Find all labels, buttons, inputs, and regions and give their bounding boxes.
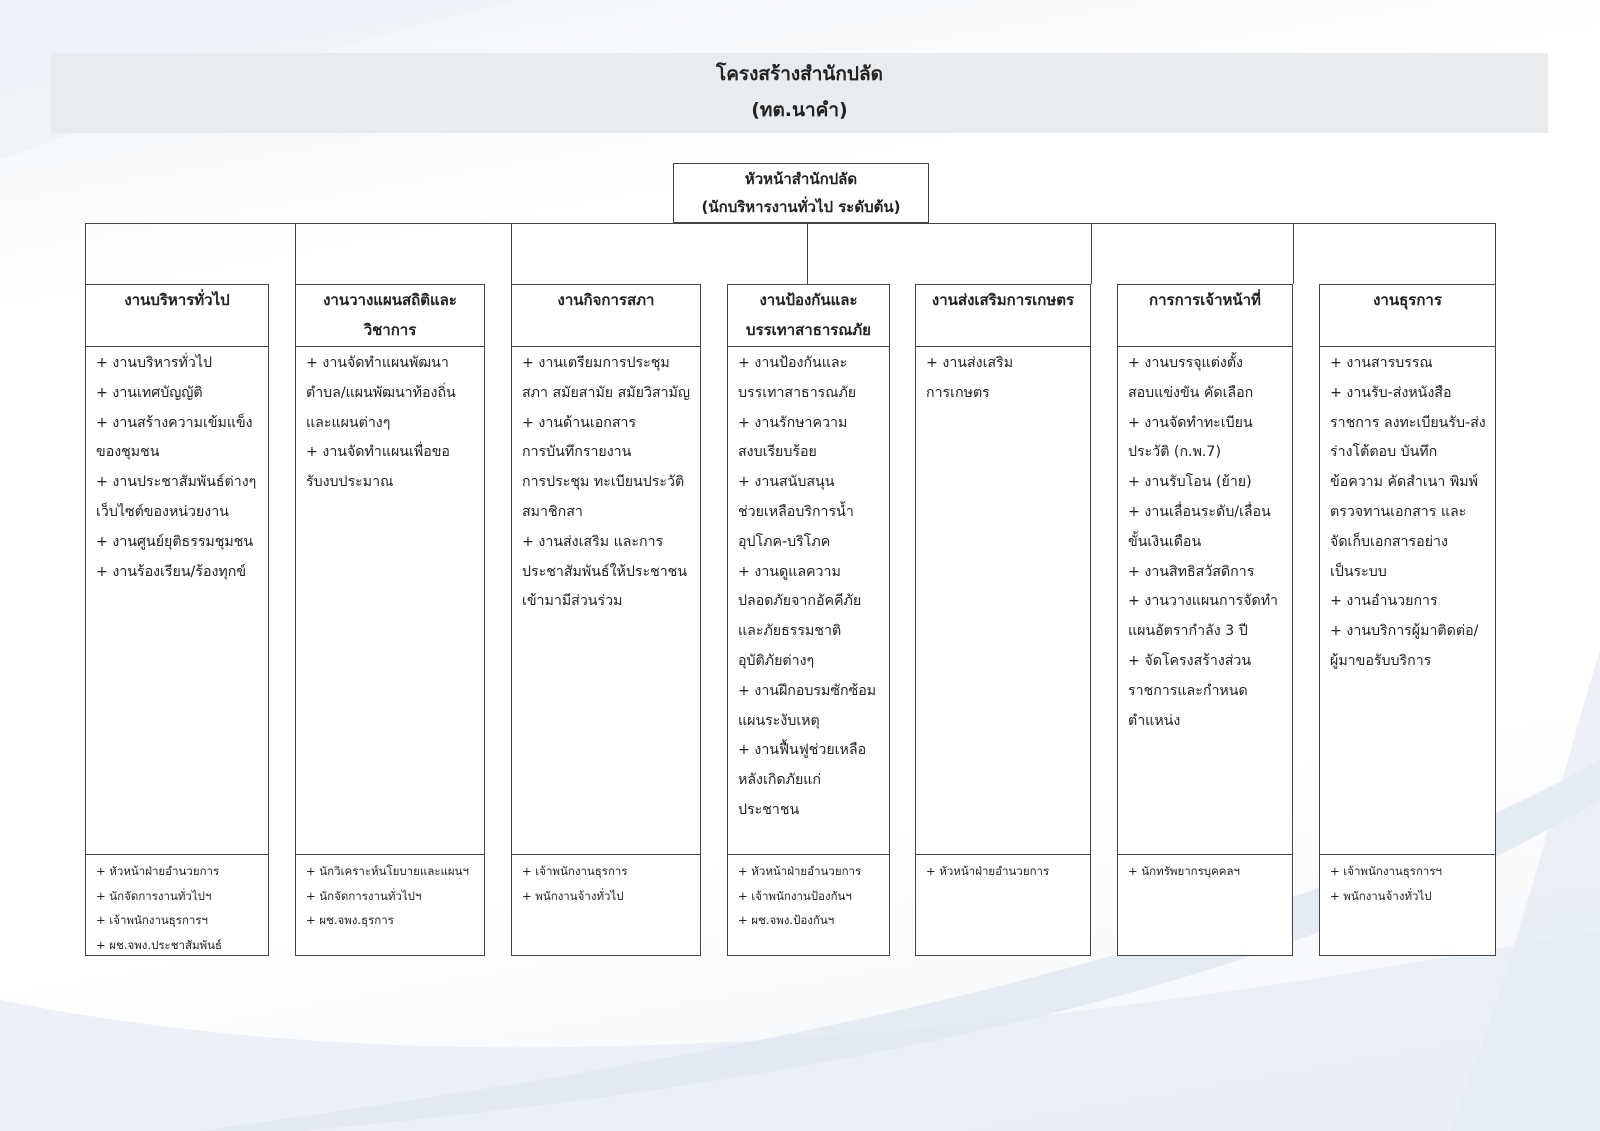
staff-item: + เจ้าพนักงานธุรการฯ bbox=[1330, 864, 1443, 878]
connector-divider-1 bbox=[295, 223, 296, 284]
task-item: + งานเตรียมการประชุม bbox=[522, 355, 670, 371]
staff-list bbox=[86, 854, 268, 955]
division-header bbox=[86, 285, 268, 347]
staff-item: + ผช.จพง.ธุรการ bbox=[306, 913, 394, 928]
task-item: + งานบรรจุแต่งตั้ง bbox=[1128, 355, 1243, 371]
division-agriculture bbox=[915, 284, 1091, 956]
title-band bbox=[51, 53, 1548, 133]
task-item: อุบัติภัยต่างๆ bbox=[738, 652, 815, 669]
division-title: งานกิจการสภา bbox=[557, 291, 655, 309]
task-item: + งานเลื่อนระดับ/เลื่อน bbox=[1128, 503, 1271, 520]
task-item: สงบเรียบร้อย bbox=[738, 444, 817, 461]
task-item: ประชาชน bbox=[738, 801, 800, 818]
connector-divider-3 bbox=[1091, 223, 1092, 284]
task-item: สภา สมัยสามัย สมัยวิสามัญ bbox=[522, 384, 690, 401]
staff-list bbox=[512, 854, 700, 955]
task-item: หลังเกิดภัยแก่ bbox=[738, 772, 822, 789]
task-item: + งานรับ-ส่งหนังสือ bbox=[1330, 384, 1452, 401]
task-item: และแผนต่างๆ bbox=[306, 414, 391, 431]
division-header bbox=[916, 285, 1090, 347]
division-title: งานส่งเสริมการเกษตร bbox=[931, 291, 1075, 309]
task-item: + งานบริหารทั่วไป bbox=[96, 355, 213, 371]
connector-center bbox=[807, 223, 808, 284]
task-item: + งานรับโอน (ย้าย) bbox=[1128, 474, 1252, 491]
task-item: ผู้มาขอรับบริการ bbox=[1330, 652, 1432, 669]
task-item: + งานศูนย์ยุติธรรมชุมชน bbox=[96, 533, 254, 550]
task-item: และภัยธรรมชาติ bbox=[738, 623, 842, 640]
task-item: + งานประชาสัมพันธ์ต่างๆ bbox=[96, 474, 257, 491]
division-title: งานธุรการ bbox=[1373, 291, 1442, 309]
staff-list bbox=[916, 854, 1090, 955]
head-of-office-box bbox=[673, 163, 929, 223]
staff-item: + นักจัดการงานทั่วไปฯ bbox=[306, 888, 422, 903]
staff-list bbox=[1118, 854, 1292, 955]
task-item: + งานสารบรรณ bbox=[1330, 355, 1433, 371]
task-list bbox=[1128, 349, 1286, 736]
division-planning-stats bbox=[295, 284, 485, 956]
task-item: + งานส่งเสริม bbox=[926, 355, 1014, 371]
task-item: ราชการ ลงทะเบียนรับ-ส่ง bbox=[1330, 414, 1486, 431]
division-disaster-prevention bbox=[727, 284, 890, 956]
staff-list bbox=[1320, 854, 1495, 955]
connector-divider-2 bbox=[511, 223, 512, 284]
staff-item: + นักทรัพยากรบุคคลฯ bbox=[1128, 864, 1240, 878]
division-title: บรรเทาสาธารณภัย bbox=[746, 321, 871, 339]
division-header bbox=[728, 285, 889, 347]
task-item: + งานจัดทำแผนพัฒนา bbox=[306, 355, 449, 371]
division-title: การการเจ้าหน้าที่ bbox=[1149, 291, 1261, 309]
task-item: การบันทึกรายงาน bbox=[522, 444, 632, 461]
task-item: + งานสนับสนุน bbox=[738, 474, 835, 491]
task-item: บรรเทาสาธารณภัย bbox=[738, 384, 857, 401]
division-administration bbox=[1319, 284, 1496, 956]
task-item: จัดเก็บเอกสารอย่าง bbox=[1330, 533, 1448, 550]
division-personnel bbox=[1117, 284, 1293, 956]
task-item: ราชการและกำหนด bbox=[1128, 682, 1248, 699]
task-item: + งานอำนวยการ bbox=[1330, 593, 1438, 610]
staff-item: + นักวิเคราะห์นโยบายและแผนฯ bbox=[306, 864, 469, 878]
task-item: + งานดูแลความ bbox=[738, 563, 841, 580]
staff-item: + ผช.จพง.ป้องกันฯ bbox=[738, 913, 835, 928]
staff-item: + หัวหน้าฝ่ายอำนวยการ bbox=[738, 864, 862, 878]
staff-item: + เจ้าพนักงานธุรการ bbox=[522, 864, 628, 878]
task-item: อุปโภค-บริโภค bbox=[738, 533, 831, 550]
division-title: งานป้องกันและ bbox=[759, 291, 858, 309]
division-title: งานบริหารทั่วไป bbox=[124, 291, 230, 309]
task-list bbox=[926, 349, 1084, 409]
head-title: หัวหน้าสำนักปลัด bbox=[744, 170, 858, 188]
division-header bbox=[1118, 285, 1292, 347]
division-general-admin bbox=[85, 284, 269, 956]
task-item: + งานร้องเรียน/ร้องทุกข์ bbox=[96, 563, 247, 580]
task-item: ขั้นเงินเดือน bbox=[1128, 533, 1202, 550]
task-list bbox=[1330, 349, 1489, 677]
task-list bbox=[306, 349, 478, 498]
staff-item: + พนักงานจ้างทั่วไป bbox=[522, 888, 624, 903]
task-item: แผนอัตรากำลัง 3 ปี bbox=[1128, 623, 1248, 640]
task-list bbox=[96, 349, 262, 587]
task-item: + งานเทศบัญญัติ bbox=[96, 384, 203, 401]
staff-list bbox=[728, 854, 889, 955]
task-item: + งานจัดทำแผนเพื่อขอ bbox=[306, 444, 450, 461]
task-item: + งานสิทธิสวัสดิการ bbox=[1128, 563, 1255, 580]
staff-item: + หัวหน้าฝ่ายอำนวยการ bbox=[926, 864, 1050, 878]
task-item: + งานวางแผนการจัดทำ bbox=[1128, 593, 1279, 610]
task-item: แผนระงับเหตุ bbox=[738, 712, 820, 729]
connector-left-edge bbox=[85, 223, 86, 284]
task-item: + งานฟื้นฟูช่วยเหลือ bbox=[738, 742, 867, 759]
page-subtitle: (ทต.นาคำ) bbox=[751, 99, 848, 121]
task-item: สอบแข่งขัน คัดเลือก bbox=[1128, 384, 1254, 401]
connector-divider-4 bbox=[1293, 223, 1294, 284]
task-item: การประชุม ทะเบียนประวัติ bbox=[522, 474, 685, 491]
task-item: เว็บไซต์ของหน่วยงาน bbox=[96, 503, 229, 520]
division-title: งานวางแผนสถิติและ bbox=[323, 291, 457, 309]
staff-item: + เจ้าพนักงานป้องกันฯ bbox=[738, 888, 852, 903]
task-item: + งานจัดทำทะเบียน bbox=[1128, 414, 1253, 431]
connector-right-edge bbox=[1495, 223, 1496, 284]
task-item: ตรวจทานเอกสาร และ bbox=[1330, 503, 1467, 520]
staff-item: + หัวหน้าฝ่ายอำนวยการ bbox=[96, 864, 220, 878]
staff-item: + พนักงานจ้างทั่วไป bbox=[1330, 888, 1432, 903]
task-item: ตำบล/แผนพัฒนาท้องถิ่น bbox=[306, 384, 456, 401]
task-item: ประวัติ (ก.พ.7) bbox=[1128, 444, 1221, 461]
division-title: วิชาการ bbox=[363, 321, 417, 339]
task-item: + จัดโครงสร้างส่วน bbox=[1128, 652, 1252, 669]
task-item: + งานด้านเอกสาร bbox=[522, 414, 637, 431]
staff-list bbox=[296, 854, 484, 955]
task-item: + งานรักษาความ bbox=[738, 414, 848, 431]
division-council-affairs bbox=[511, 284, 701, 956]
task-item: ปลอดภัยจากอัคคีภัย bbox=[738, 593, 862, 610]
task-item: ช่วยเหลือบริการน้ำ bbox=[738, 503, 854, 520]
division-header bbox=[512, 285, 700, 347]
connector-horizontal bbox=[85, 223, 1496, 224]
task-item: + งานป้องกันและ bbox=[738, 355, 848, 371]
task-item: ของชุมชน bbox=[96, 444, 160, 461]
task-item: เข้ามามีส่วนร่วม bbox=[522, 593, 623, 610]
page-title: โครงสร้างสำนักปลัด bbox=[716, 63, 883, 85]
division-header bbox=[1320, 285, 1495, 347]
staff-item: + ผช.จพง.ประชาสัมพันธ์ bbox=[96, 937, 223, 952]
task-list bbox=[522, 349, 694, 617]
task-item: ประชาสัมพันธ์ให้ประชาชน bbox=[522, 563, 688, 580]
task-item: + งานฝึกอบรมซักซ้อม bbox=[738, 682, 877, 699]
task-item: + งานสร้างความเข้มแข็ง bbox=[96, 414, 253, 431]
task-item: ร่างโต้ตอบ บันทึก bbox=[1330, 444, 1438, 461]
staff-item: + นักจัดการงานทั่วไปฯ bbox=[96, 888, 212, 903]
task-item: รับงบประมาณ bbox=[306, 474, 394, 491]
task-item: การเกษตร bbox=[926, 384, 990, 401]
task-item: สมาชิกสา bbox=[522, 503, 583, 520]
division-header bbox=[296, 285, 484, 347]
staff-item: + เจ้าพนักงานธุรการฯ bbox=[96, 913, 209, 928]
task-item: + งานบริการผู้มาติดต่อ/ bbox=[1330, 623, 1479, 640]
task-item: ข้อความ คัดสำเนา พิมพ์ bbox=[1330, 474, 1478, 491]
task-item: เป็นระบบ bbox=[1330, 563, 1387, 580]
head-position: (นักบริหารงานทั่วไป ระดับต้น) bbox=[701, 198, 901, 216]
task-item: ตำแหน่ง bbox=[1128, 712, 1181, 729]
task-list bbox=[738, 349, 883, 826]
task-item: + งานส่งเสริม และการ bbox=[522, 533, 664, 550]
